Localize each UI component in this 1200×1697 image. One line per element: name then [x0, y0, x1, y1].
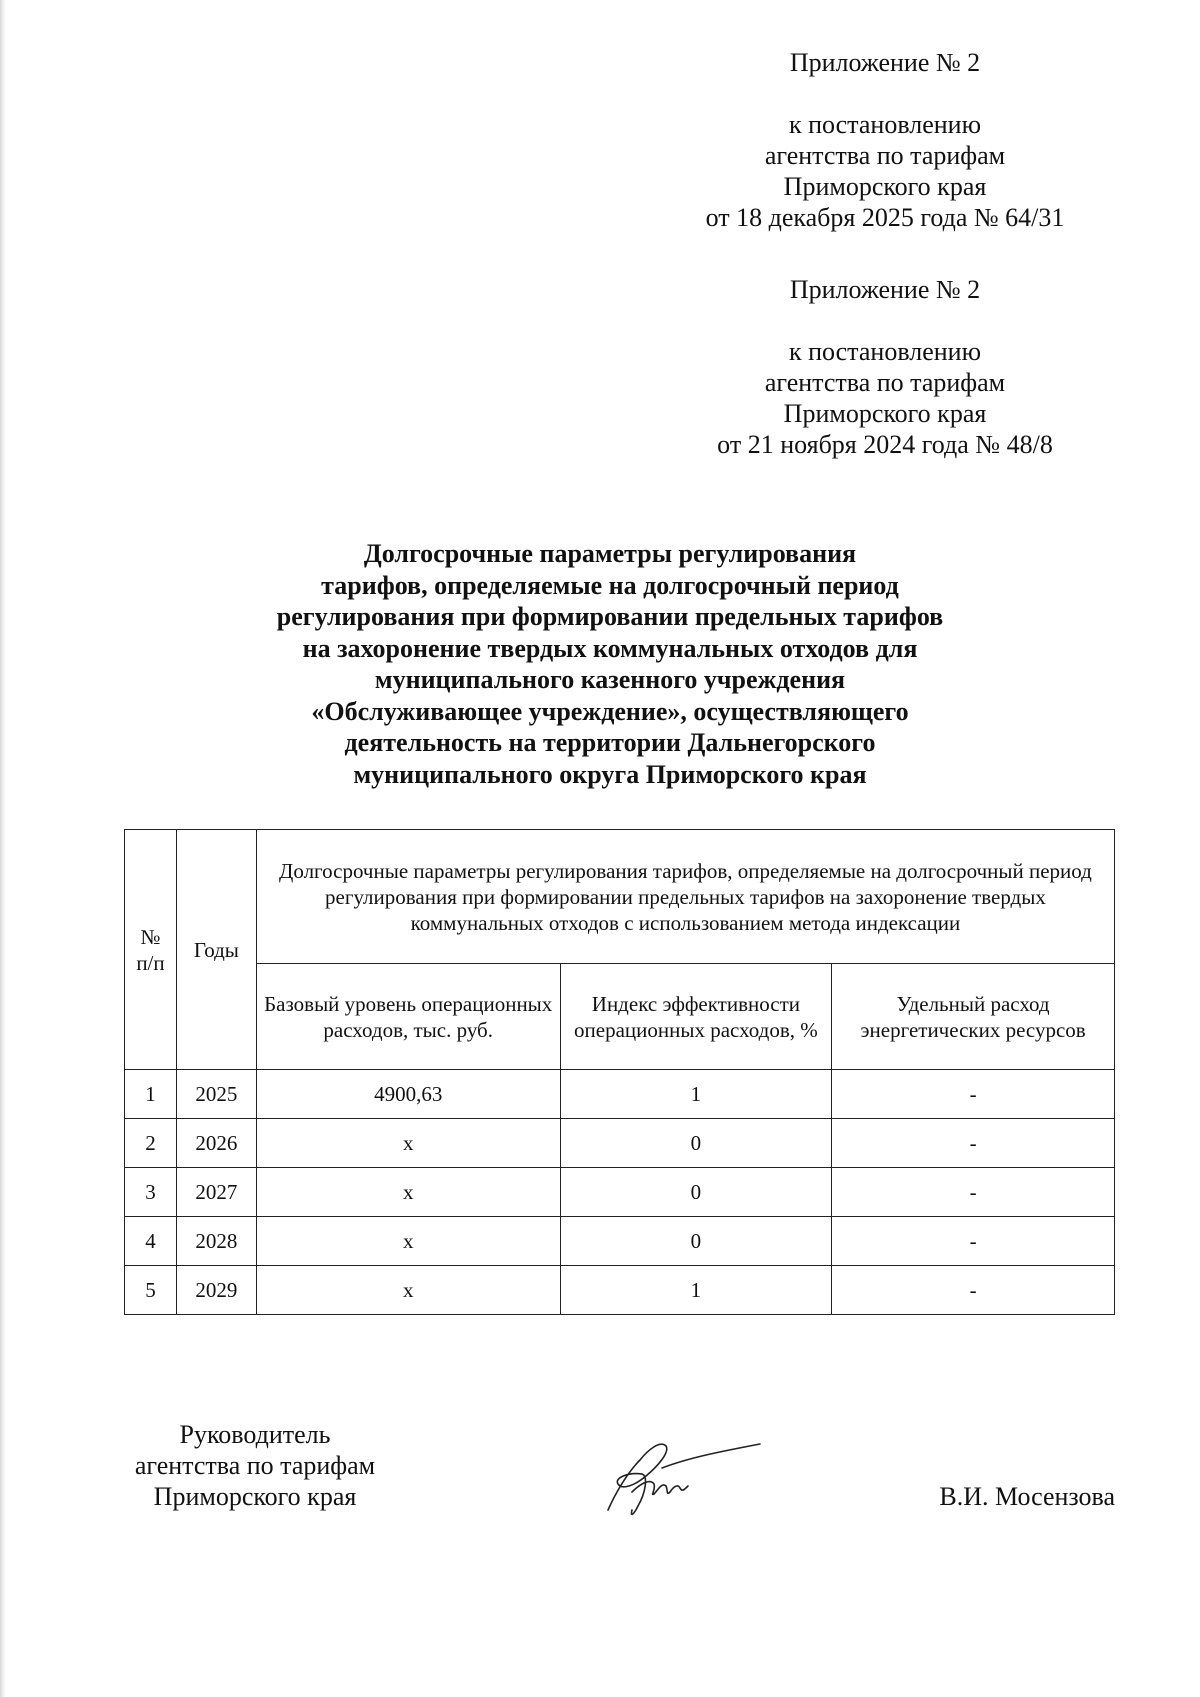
header-energy: Удельный расход энергетических ресурсов: [832, 964, 1115, 1070]
cell-number: 2: [125, 1119, 177, 1168]
cell-base-level: х: [256, 1217, 560, 1266]
header-efficiency-index: Индекс эффективности операционных расходов, %: [560, 964, 832, 1070]
title-line: тарифов, определяемые на долгосрочный период: [321, 570, 899, 600]
annex-to-decree: к постановлению: [788, 110, 982, 139]
table-subheader-row: [125, 964, 1115, 1070]
title-line: муниципального казенного учреждения: [374, 665, 846, 694]
title-line: муниципального округа Приморского края: [353, 759, 867, 789]
annex-appendix-label: Приложение № 2: [789, 275, 981, 304]
cell-number: 1: [125, 1070, 177, 1119]
header-group: Долгосрочные параметры регулирования тарифов, определяемые на долгосрочный период регулирования при формировании предельных тарифов на захоронение твердых коммунальных отходов с использованием метода индексации: [256, 830, 1114, 964]
cell-efficiency-index: 1: [560, 1266, 832, 1315]
table-row: [125, 1119, 1115, 1168]
cell-energy: -: [832, 1217, 1115, 1266]
annex-previous: [660, 274, 1110, 460]
cell-efficiency-index: 0: [560, 1119, 832, 1168]
page-edge-shadow: [0, 0, 6, 1697]
table-row: [125, 1070, 1115, 1119]
parameters-table: [124, 829, 1115, 1315]
annex-region: Приморского края: [783, 399, 987, 428]
title-line: «Обслуживающее учреждение», осуществляющего: [311, 696, 909, 726]
cell-year: 2027: [176, 1168, 256, 1217]
signer-position-line: Руководитель: [179, 1420, 331, 1449]
cell-energy: -: [832, 1119, 1115, 1168]
annex-region: Приморского края: [783, 172, 987, 201]
annex-date-number: от 18 декабря 2025 года № 64/31: [705, 203, 1065, 232]
header-base-level: Базовый уровень операционных расходов, тыс. руб.: [256, 964, 560, 1070]
cell-efficiency-index: 0: [560, 1217, 832, 1266]
header-years: Годы: [176, 830, 256, 1070]
signer-position-line: Приморского края: [153, 1482, 357, 1511]
cell-year: 2029: [176, 1266, 256, 1315]
table-row: [125, 1266, 1115, 1315]
cell-year: 2026: [176, 1119, 256, 1168]
cell-year: 2025: [176, 1070, 256, 1119]
annex-agency: агентства по тарифам: [764, 368, 1006, 397]
signer-name: В.И. Мосензова: [939, 1482, 1115, 1511]
signer-position-line: агентства по тарифам: [134, 1451, 376, 1480]
annex-agency: агентства по тарифам: [764, 141, 1006, 170]
cell-base-level: х: [256, 1266, 560, 1315]
annex-current: [660, 47, 1110, 233]
annex-to-decree: к постановлению: [788, 337, 982, 366]
table-row: [125, 1217, 1115, 1266]
cell-energy: -: [832, 1266, 1115, 1315]
annex-appendix-label: Приложение № 2: [789, 48, 981, 77]
cell-base-level: х: [256, 1119, 560, 1168]
signer-position: [110, 1419, 400, 1512]
cell-base-level: 4900,63: [256, 1070, 560, 1119]
table-row: [125, 1168, 1115, 1217]
cell-number: 5: [125, 1266, 177, 1315]
cell-efficiency-index: 1: [560, 1070, 832, 1119]
title-line: регулирования при формировании предельных тарифов: [276, 602, 944, 631]
cell-efficiency-index: 0: [560, 1168, 832, 1217]
cell-base-level: х: [256, 1168, 560, 1217]
cell-number: 3: [125, 1168, 177, 1217]
document-title: [150, 538, 1070, 790]
title-line: Долгосрочные параметры регулирования: [363, 539, 857, 568]
header-number: № п/п: [125, 830, 177, 1070]
handwritten-signature: [588, 1432, 768, 1522]
title-line: деятельность на территории Дальнегорского: [344, 728, 876, 757]
cell-energy: -: [832, 1070, 1115, 1119]
cell-energy: -: [832, 1168, 1115, 1217]
title-line: на захоронение твердых коммунальных отходов для: [302, 633, 918, 663]
annex-date-number: от 21 ноября 2024 года № 48/8: [717, 430, 1053, 459]
table-header-row: [125, 830, 1115, 964]
cell-number: 4: [125, 1217, 177, 1266]
cell-year: 2028: [176, 1217, 256, 1266]
